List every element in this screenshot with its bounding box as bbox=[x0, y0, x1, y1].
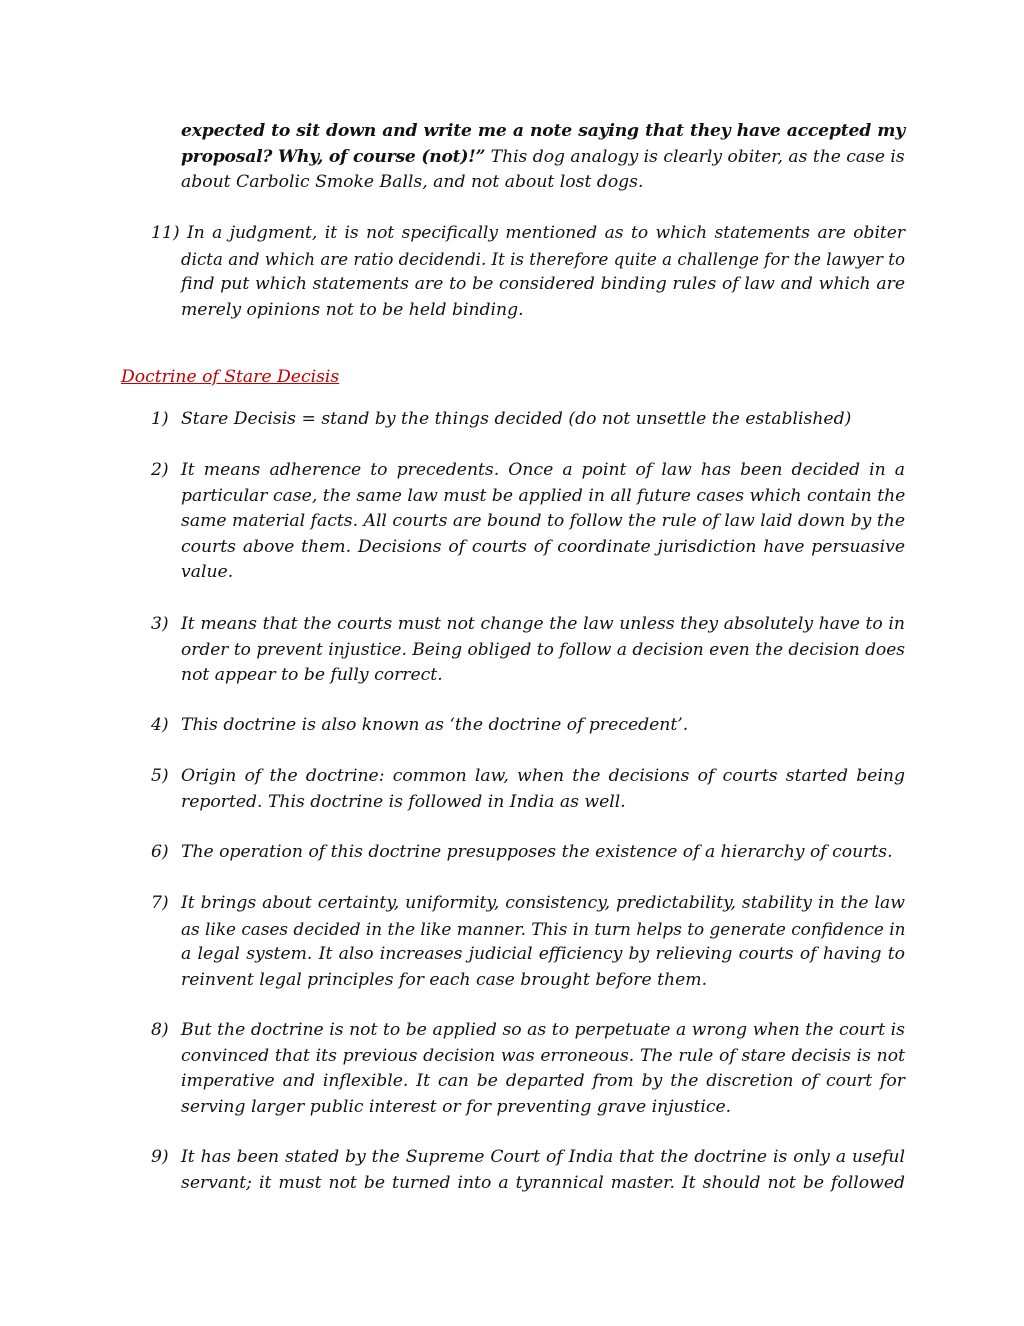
item-9-line: It has been stated by the Supreme Court of India that the doctrine is only a useful bbox=[181, 1147, 905, 1167]
item-11-text bbox=[181, 221, 905, 323]
item-7-number: 7) bbox=[151, 893, 169, 913]
item-7-line: It brings about certainty, uniformity, consistency, predictability, stability in the law bbox=[181, 893, 905, 913]
item-4-line: This doctrine is also known as ‘the doctrine of precedent’. bbox=[181, 715, 689, 735]
item-2-line: courts above them. Decisions of courts of coordinate jurisdiction have persuasive bbox=[181, 536, 905, 557]
item-11-line: find put which statements are to be considered binding rules of law and which are bbox=[181, 274, 905, 295]
item-8-number: 8) bbox=[151, 1020, 169, 1040]
continuation-line-2 bbox=[181, 145, 905, 171]
item-8-text bbox=[181, 1018, 905, 1120]
item-5-line: Origin of the doctrine: common law, when the decisions of courts started being bbox=[181, 766, 905, 786]
item-2-line: same material facts. All courts are bound to follow the rule of law laid down by the bbox=[181, 511, 905, 532]
item-7-line: reinvent legal principles for each case brought before them. bbox=[181, 969, 708, 990]
item-5-number: 5) bbox=[151, 766, 169, 786]
item-8-line: serving larger public interest or for preventing grave injustice. bbox=[181, 1096, 732, 1117]
item-7-line: a legal system. It also increases judicial efficiency by relieving courts of having to bbox=[181, 944, 905, 965]
item-2-line: value. bbox=[181, 562, 234, 583]
item-9-number: 9) bbox=[151, 1147, 169, 1167]
item-6-line: The operation of this doctrine presupposes the existence of a hierarchy of courts. bbox=[181, 842, 893, 862]
item-8-line: But the doctrine is not to be applied so as to perpetuate a wrong when the court is bbox=[181, 1020, 905, 1040]
item-3-number: 3) bbox=[151, 614, 169, 634]
item-5-text bbox=[181, 764, 905, 815]
item-8-line: imperative and inflexible. It can be departed from by the discretion of court for bbox=[181, 1071, 905, 1092]
item-4-number: 4) bbox=[151, 715, 169, 735]
continuation-line-2-bold: proposal? Why, of course (not)!” bbox=[181, 146, 486, 167]
item-2-number: 2) bbox=[151, 460, 169, 480]
item-11-line: merely opinions not to be held binding. bbox=[181, 299, 524, 320]
item-11-number: 11) bbox=[151, 223, 180, 243]
item-3-line: order to prevent injustice. Being obliged to follow a decision even the decision does bbox=[181, 639, 905, 660]
item-1-text bbox=[181, 407, 905, 433]
item-9-line: servant; it must not be turned into a tyrannical master. It should not be followed bbox=[181, 1172, 905, 1193]
item-3-text bbox=[181, 612, 905, 689]
item-6-text bbox=[181, 840, 905, 866]
item-2-line: It means adherence to precedents. Once a point of law has been decided in a bbox=[181, 460, 905, 480]
item-1-line: Stare Decisis = stand by the things decided (do not unsettle the established) bbox=[181, 409, 852, 429]
item-7-line: as like cases decided in the like manner. This in turn helps to generate confidence in bbox=[181, 918, 906, 939]
item-8-line: convinced that its previous decision was erroneous. The rule of stare decisis is not bbox=[181, 1045, 905, 1066]
item-9-text bbox=[181, 1145, 905, 1196]
section-heading: Doctrine of Stare Decisis bbox=[121, 367, 340, 387]
item-4-text bbox=[181, 713, 905, 739]
continuation-line-1: expected to sit down and write me a note saying that they have accepted my bbox=[181, 121, 905, 141]
continuation-line-2-rest: This dog analogy is clearly obiter, as the case is bbox=[485, 146, 905, 167]
item-2-line: particular case, the same law must be applied in all future cases which contain the bbox=[181, 485, 906, 506]
continuation-line-3: about Carbolic Smoke Balls, and not about lost dogs. bbox=[181, 172, 644, 193]
continuation-paragraph bbox=[181, 119, 905, 196]
item-11-line: dicta and which are ratio decidendi. It is therefore quite a challenge for the lawyer to bbox=[181, 249, 905, 269]
item-2-text bbox=[181, 458, 905, 586]
item-6-number: 6) bbox=[151, 842, 169, 862]
item-7-text bbox=[181, 891, 905, 993]
item-5-line: reported. This doctrine is followed in India as well. bbox=[181, 791, 626, 812]
item-1-number: 1) bbox=[151, 409, 169, 429]
item-3-line: It means that the courts must not change the law unless they absolutely have to in bbox=[181, 614, 905, 634]
item-11-line: In a judgment, it is not specifically mentioned as to which statements are obiter bbox=[187, 223, 905, 243]
item-3-line: not appear to be fully correct. bbox=[181, 665, 443, 686]
